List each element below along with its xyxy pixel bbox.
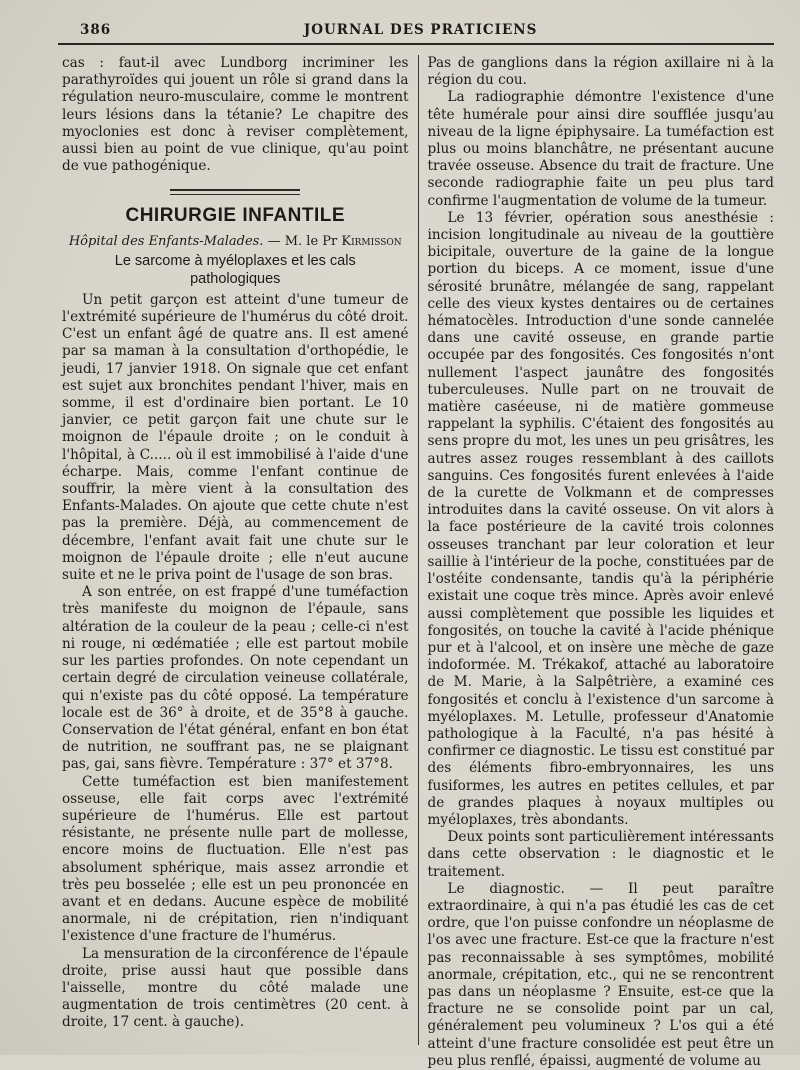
right-column [418,55,775,1069]
body-paragraph: Pas de ganglions dans la région axillaire ni à la région du cou. [427,55,774,89]
body-paragraph: La radiographie démontre l'existence d'une tête humérale pour ainsi dire soufflée jusqu'au niveau de la ligne épiphysaire. La tuméfaction est plus ou moins blanchâtre, ne présentant aucune travée osseuse. Absence du trait de fracture. Une seconde radiographie faite un peu plus tard confirme l'augmentation de volume de la tumeur. [427,89,774,209]
page-header [58,22,774,45]
text-columns [58,55,774,1069]
body-paragraph: La mensuration de la circonférence de l'épaule droite, prise aussi haut que possible dans l'aisselle, montre du côté malade une augmentation de trois centimètres (20 cent. à droite, 17 cent. à gauche). [62,945,409,1031]
page-number: 386 [80,22,112,38]
body-paragraph: Le 13 février, opération sous anesthésie : incision longitudinale au niveau de la gouttière bicipitale, ouverture de la gaine de la longue portion du biceps. A ce moment, issue d'une sérosité brunâtre, mélangée de sang, rappelant celle des vieux kystes dentaires ou de certaines hématocèles. Introduction d'une sonde cannelée dans une cavité osseuse, en grande partie occupée par des fongosités. Ces fongosités n'ont nullement l'aspect jaunâtre des fongosités tuberculeuses. Nulle part on ne trouvait de matière caséeuse, ni de matière gommeuse rappelant la syphilis. C'étaient des fongosités au sens propre du mot, les unes un peu grisâtres, les autres assez rouges ressemblant à des caillots sanguins. Ces fongosités furent enlevées à l'aide de la curette de Volkmann et de compresses introduites dans la cavité osseuse. On vit alors à la face postérieure de la cavité trois colonnes osseuses tranchant par leur coloration et leur saillie à l'intérieur de la poche, constituées par de l'ostéite condensante, tandis qu'à la périphérie existait une coque très mince. Après avoir enlevé aussi complètement que possible les liquides et fongosités, on touche la cavité à l'acide phénique pur et à l'alcool, et on insère une mèche de gaze indoformée. M. Trékakof, attaché au laboratoire de M. Marie, à la Salpêtrière, a examiné ces fongosités et conclu à l'existence d'un sarcome à myéloplaxes. M. Letulle, professeur d'Anatomie pathologique à la Faculté, n'a pas hésité à confirmer ce diagnostic. Le tissu est constitué par des éléments fibro-embryonnaires, les uns fusiformes, les autres en petites cellules, et par de grandes plaques à noyaux multiples ou myéloplaxes, très abondants. [427,209,774,828]
section-title: CHIRURGIE INFANTILE [125,205,346,227]
left-column [62,55,418,1045]
hospital-name: Hôpital des Enfants-Malades. [68,233,264,249]
professor-prefix: — M. le Pr [267,233,338,249]
body-paragraph: Un petit garçon est atteint d'une tumeur de l'extrémité supérieure de l'humérus du côté droit. C'est un enfant âgé de quatre ans. Il est amené par sa maman à la consultation d'orthopédie, le jeudi, 17 janvier 1918. On signale que cet enfant est sujet aux bronchites pendant l'hiver, mais en somme, il est d'ordinaire bien portant. Le 10 janvier, ce petit garçon fait une chute sur le moignon de l'épaule droite ; on le conduit à l'hôpital, à C..... où il est immobilisé à l'aide d'une écharpe. Mais, comme l'enfant continue de souffrir, la mère vient à la consultation des Enfants-Malades. On ajoute que cette chute n'est pas la première. Déjà, au commencement de décembre, l'enfant avait fait une chute sur le moignon de l'épaule droite ; elle n'eut aucune suite et ne le priva point de l'usage de son bras. [62,291,409,584]
body-paragraph: A son entrée, on est frappé d'une tuméfaction très manifeste du moignon de l'épaule, sans altération de la couleur de la peau ; celle-ci n'est ni rouge, ni œdématiée ; elle est partout mobile sur les parties profondes. On note cependant un certain degré de circulation veineuse collatérale, qui n'existe pas du côté opposé. La température locale est de 36° à droite, et de 35°8 à gauche. Conservation de l'état général, enfant en bon état de nutrition, ne souffrant pas, ne se plaignant pas, gai, sans fièvre. Température : 37° et 37°8. [62,584,409,773]
journal-title: JOURNAL DES PRATICIENS [303,22,538,38]
hospital-line [62,233,409,250]
section-divider [170,189,300,195]
body-paragraph: Deux points sont particulièrement intéressants dans cette observation : le diagnostic et le traitement. [427,829,774,880]
professor-name: Kirmisson [341,233,402,249]
body-paragraph: Le diagnostic. — Il peut paraître extraordinaire, à qui n'a pas étudié les cas de cet ordre, que l'on puisse confondre un néoplasme de l'os avec une fracture. Est-ce que la fracture n'est pas reconnaissable à ses symptômes, mobilité anormale, crépitation, etc., qui ne se rencontrent pas dans un néoplasme ? Ensuite, est-ce que la fracture ne se consolide point par un cal, généralement peu volumineux ? L'os qui a été atteint d'une fracture consolidée est peut être un peu plus renflé, épaissi, augmenté de volume au [427,880,774,1069]
body-paragraph: Cette tuméfaction est bien manifestement osseuse, elle fait corps avec l'extrémité supérieure de l'humérus. Elle est partout résistante, ne présente nulle part de mollesse, encore moins de fluctuation. Elle n'est pas absolument sphérique, mais assez arrondie et très peu bosselée ; elle est un peu prononcée en avant et en dedans. Aucune espèce de mobilité anormale, ni de crépitation, rien n'indiquant l'existence d'une fracture de l'humérus. [62,773,409,945]
intro-paragraph: cas : faut-il avec Lundborg incriminer les parathyroïdes qui jouent un rôle si grand dans la régulation neuro-musculaire, comme le montrent leurs lésions dans la tétanie? Le chapitre des myoclonies est donc à reviser complètement, aussi bien au point de vue clinique, qu'au point de vue pathogénique. [62,55,409,175]
article-title: Le sarcome à myéloplaxes et les cals pathologiques [114,252,356,287]
